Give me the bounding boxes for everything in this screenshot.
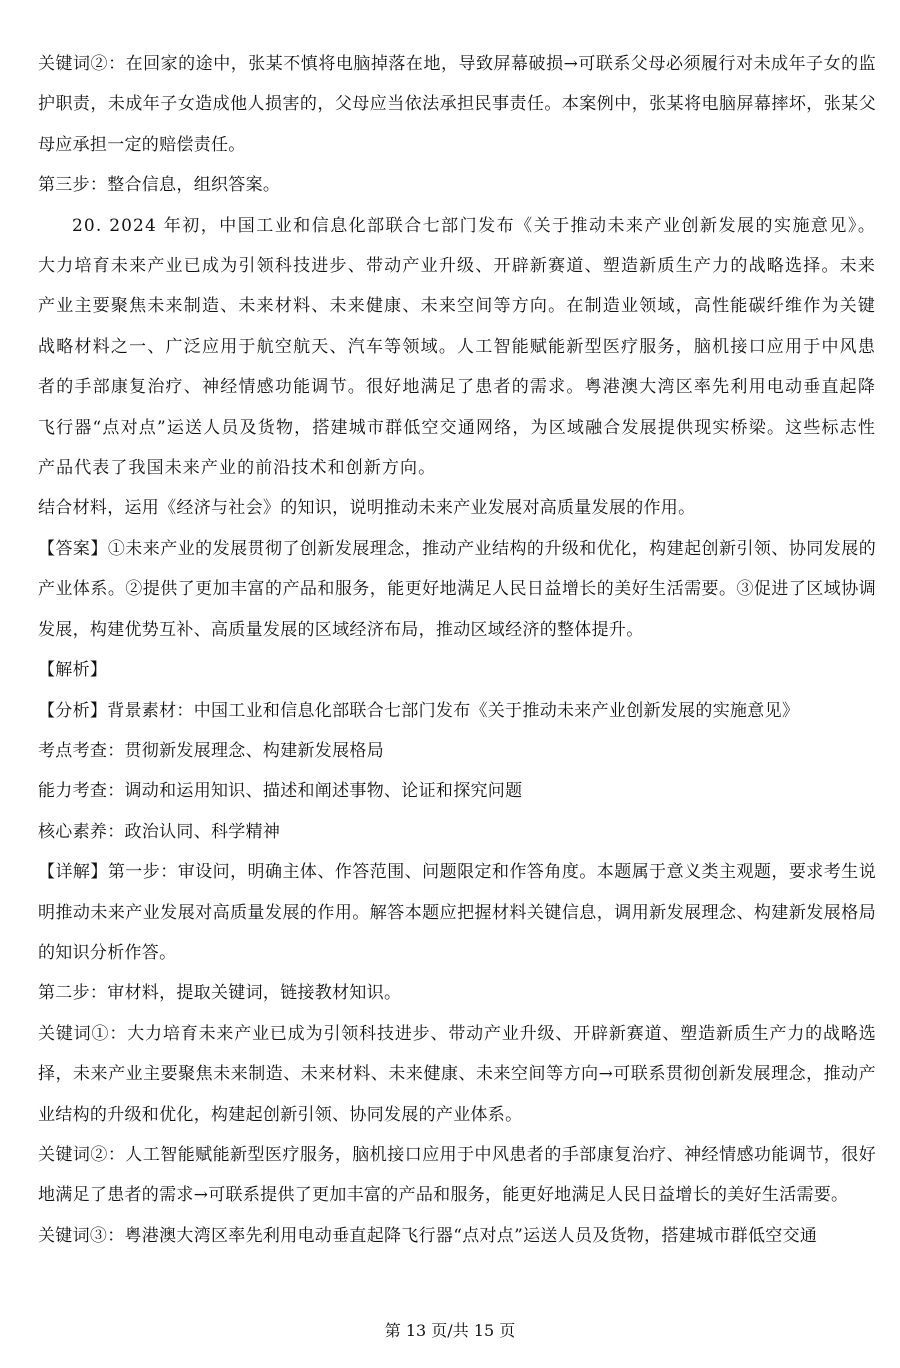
core-literacy-line: 核心素养：政治认同、科学精神 [38,821,281,842]
detail-step-2: 第二步：审材料，提取关键词，链接教材知识。 [38,983,402,1004]
keyword-1: 关键词①：大力培育未来产业已成为引领科技进步、带动产业升级、开辟新赛道、塑造新质生产力的战略选择，未来产业主要聚焦未来制造、未来材料、未来健康、未来空间等方向→可联系贯彻创新发展理念，推动产业结构的升级和优化，构建起创新引领、协同发展的产业体系。 [38,1023,876,1125]
exam-point-line: 考点考查：贯彻新发展理念、构建新发展格局 [38,740,384,761]
page-number-footer: 第 13 页/共 15 页 [384,1321,516,1340]
ability-line: 能力考查：调动和运用知识、描述和阐述事物、论证和探究问题 [38,781,523,802]
analysis-background: 【分析】背景素材：中国工业和信息化部联合七部门发布《关于推动未来产业创新发展的实施意见》 [38,700,800,721]
page-content [38,44,876,1256]
keyword-2-prev-question: 关键词②：在回家的途中，张某不慎将电脑掉落在地，导致屏幕破损→可联系父母必须履行对未成年子女的监护职责，未成年子女造成他人损害的，父母应当依法承担民事责任。本案例中，张某将电脑屏幕摔坏，张某父母应承担一定的赔偿责任。 [38,54,876,155]
answer-paragraph: 【答案】①未来产业的发展贯彻了创新发展理念，推动产业结构的升级和优化，构建起创新引领、协同发展的产业体系。②提供了更加丰富的产品和服务，能更好地满足人民日益增长的美好生活需要。③促进了区域协调发展，构建优势互补、高质量发展的区域经济布局，推动区域经济的整体提升。 [38,538,876,640]
step-3-line: 第三步：整合信息，组织答案。 [38,175,281,196]
keyword-2: 关键词②：人工智能赋能新型医疗服务，脑机接口应用于中风患者的手部康复治疗、神经情感功能调节，很好地满足了患者的需求→可联系提供了更加丰富的产品和服务，能更好地满足人民日益增长的美好生活需要。 [38,1144,876,1206]
question-20-material: 20. 2024 年初，中国工业和信息化部联合七部门发布《关于推动未来产业创新发展的实施意见》。大力培育未来产业已成为引领科技进步、带动产业升级、开辟新赛道、塑造新质生产力的战略选择。未来产业主要聚焦未来制造、未来材料、未来健康、未来空间等方向。在制造业领域，高性能碳纤维作为关键战略材料之一、广泛应用于航空航天、汽车等领域。人工智能赋能新型医疗服务，脑机接口应用于中风患者的手部康复治疗、神经情感功能调节。很好地满足了患者的需求。粤港澳大湾区率先利用电动垂直起降飞行器“点对点”运送人员及货物，搭建城市群低空交通网络，为区域融合发展提供现实桥梁。这些标志性产品代表了我国未来产业的前沿技术和创新方向。 [38,215,876,479]
question-20-prompt: 结合材料，运用《经济与社会》的知识，说明推动未来产业发展对高质量发展的作用。 [38,498,696,519]
detail-step-1: 【详解】第一步：审设问，明确主体、作答范围、问题限定和作答角度。本题属于意义类主观题，要求考生说明推动未来产业发展对高质量发展的作用。解答本题应把握材料关键信息，调用新发展理念、构建新发展格局的知识分析作答。 [38,862,876,963]
analysis-heading: 【解析】 [38,660,108,681]
keyword-3: 关键词③：粤港澳大湾区率先利用电动垂直起降飞行器“点对点”运送人员及货物，搭建城市群低空交通 [38,1225,818,1246]
